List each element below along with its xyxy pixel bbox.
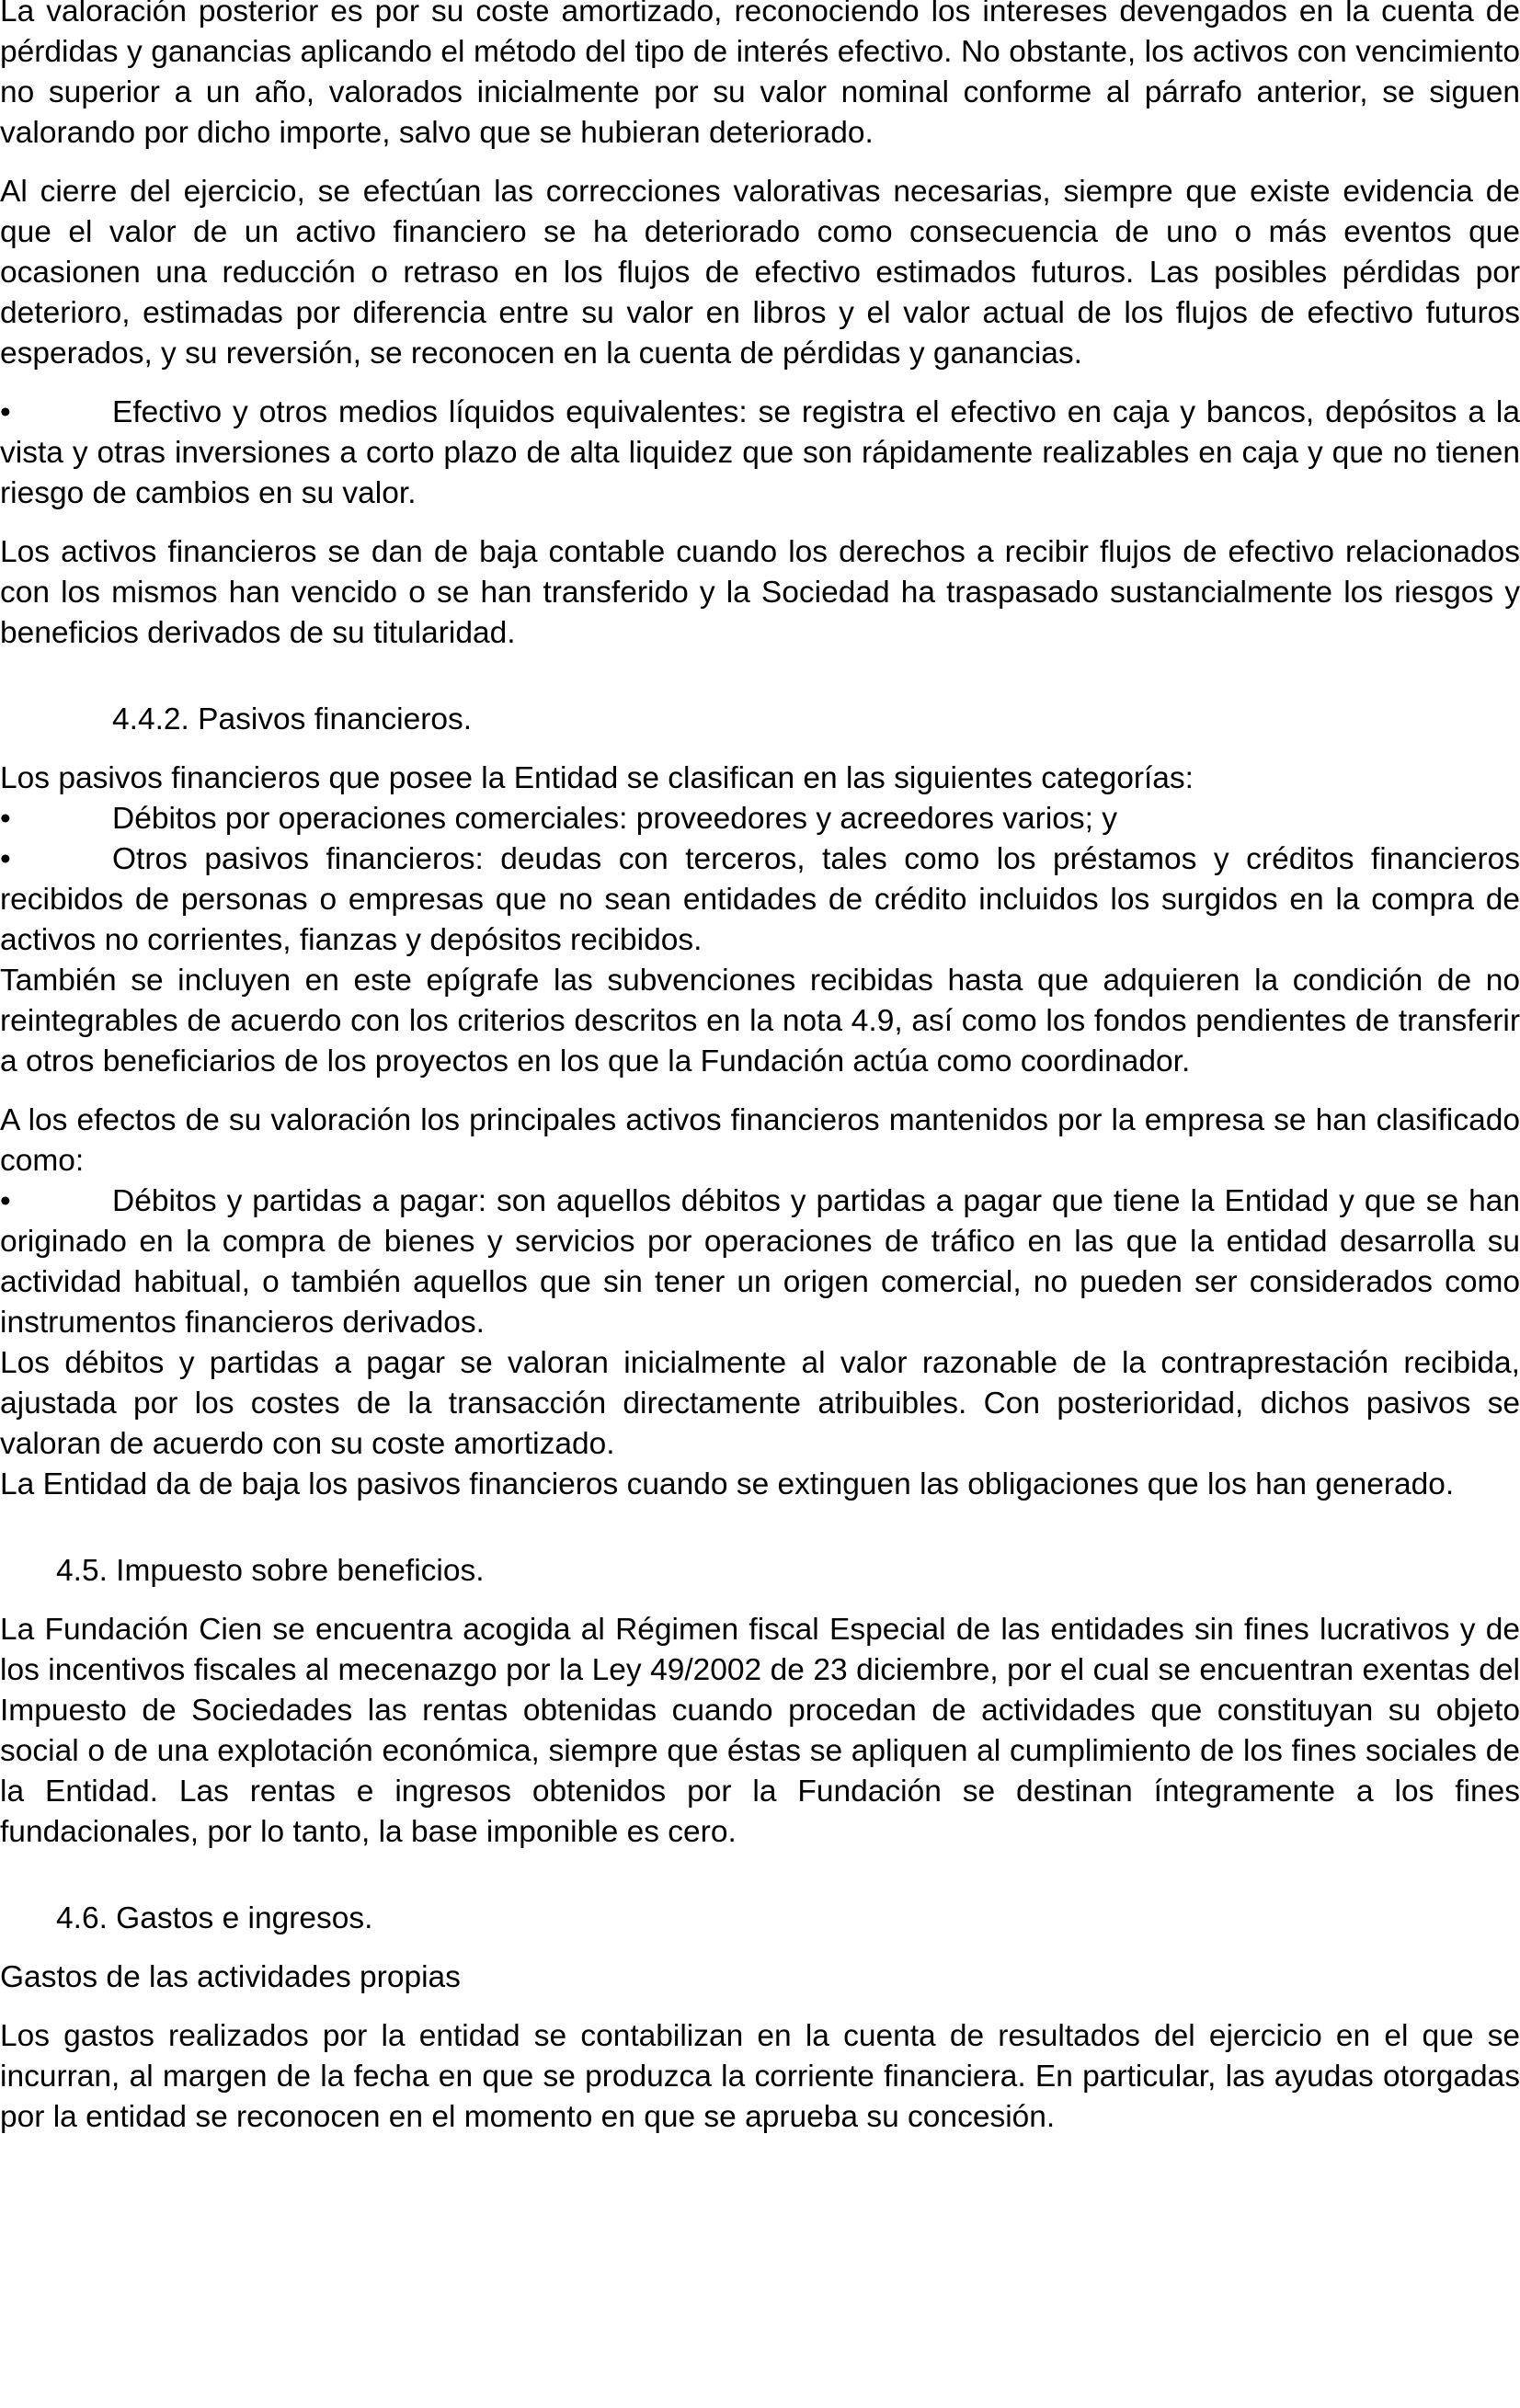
paragraph-regimen-fiscal: La Fundación Cien se encuentra acogida al Régimen fiscal Especial de las entidades sin fines lucrativos y de los incentivos fiscales al mecenazgo por la Ley 49/2002 de 23 diciembre, por el cual se encuentran exentas del Impuesto de Sociedades las rentas obtenidas cuando procedan de actividades que constituyan su objeto social o de una explotación económica, siempre que éstas se apliquen al cumplimiento de los fines sociales de la Entidad. Las rentas e ingresos obtenidos por la Fundación se destinan íntegramente a los fines fundacionales, por lo tanto, la base imponible es cero. (0, 1613, 1520, 1849)
bullet-efectivo (0, 393, 1520, 514)
bullet-debitos-comerciales (0, 799, 1520, 839)
paragraph-gastos-realizados: Los gastos realizados por la entidad se contabilizan en la cuenta de resultados del ejercicio en el que se incurran, al margen de la fecha en que se produzca la corriente financiera. En particular, las ayudas otorgadas por la entidad se reconocen en el momento en que se aprueba su concesión. (0, 2019, 1520, 2134)
paragraph-subvenciones: También se incluyen en este epígrafe las subvenciones recibidas hasta que adquieren la condición de no reintegrables de acuerdo con los criterios descritos en la nota 4.9, así como los fondos pendientes de transferir a otros beneficiarios de los proyectos en los que la Fundación actúa como coordinador. (0, 964, 1520, 1078)
bullet-icon: • (0, 1184, 11, 1218)
paragraph-valoracion-debitos: Los débitos y partidas a pagar se valoran inicialmente al valor razonable de la contraprestación recibida, ajustada por los costes de la transacción directamente atribuibles. Con posterioridad, dichos pasivos se valoran de acuerdo con su coste amortizado. (0, 1346, 1520, 1461)
bullet-icon: • (0, 395, 11, 429)
paragraph-pasivos-categorias: Los pasivos financieros que posee la Entidad se clasifican en las siguientes categorías: (0, 761, 1194, 795)
bullet-text: Débitos y partidas a pagar: son aquellos débitos y partidas a pagar que tiene la Entidad y que se han originado en la compra de bienes y servicios por operaciones de tráfico en las que la entidad desarrolla su actividad habitual, o también aquellos que sin tener un origen comercial, no pueden ser considerados como instrumentos financieros derivados. (0, 1184, 1520, 1340)
bullet-debitos-partidas (0, 1181, 1520, 1343)
bullet-text: Efectivo y otros medios líquidos equivalentes: se registra el efectivo en caja y bancos, depósitos a la vista y otras inversiones a corto plazo de alta liquidez que son rápidamente realizables en caja y que no tienen riesgo de cambios en su valor. (0, 395, 1520, 510)
section-heading-impuesto: 4.5. Impuesto sobre beneficios. (56, 1554, 485, 1588)
bullet-icon: • (0, 842, 11, 876)
bullet-text: Otros pasivos financieros: deudas con terceros, tales como los préstamos y créditos financieros recibidos de personas o empresas que no sean entidades de crédito incluidos los surgidos en la compra de activos no corrientes, fianzas y depósitos recibidos. (0, 842, 1520, 957)
paragraph-baja-pasivos: La Entidad da de baja los pasivos financieros cuando se extinguen las obligaciones que los han generado. (0, 1467, 1455, 1501)
section-heading-pasivos-financieros: 4.4.2. Pasivos financieros. (112, 702, 473, 736)
section-heading-gastos-ingresos: 4.6. Gastos e ingresos. (56, 1901, 373, 1935)
paragraph-cierre-ejercicio: Al cierre del ejercicio, se efectúan las correcciones valorativas necesarias, siempre que existe evidencia de que el valor de un activo financiero se ha deteriorado como consecuencia de uno o más eventos que ocasionen una reducción o retraso en los flujos de efectivo estimados futuros. Las posibles pérdidas por deterioro, estimadas por diferencia entre su valor en libros y el valor actual de los flujos de efectivo futuros esperados, y su reversión, se reconocen en la cuenta de pérdidas y ganancias. (0, 175, 1520, 371)
bullet-otros-pasivos (0, 839, 1520, 961)
bullet-icon: • (0, 802, 11, 836)
bullet-text: Débitos por operaciones comerciales: proveedores y acreedores varios; y (112, 802, 1118, 836)
paragraph-efectos-valoracion: A los efectos de su valoración los principales activos financieros mantenidos por la empresa se han clasificado como: (0, 1103, 1520, 1178)
paragraph-valoracion-posterior: La valoración posterior es por su coste amortizado, reconociendo los intereses devengados en la cuenta de pérdidas y ganancias aplicando el método del tipo de interés efectivo. No obstante, los activos con vencimiento no superior a un año, valorados inicialmente por su valor nominal conforme al párrafo anterior, se siguen valorando por dicho importe, salvo que se hubieran deteriorado. (0, 0, 1520, 150)
paragraph-baja-activos: Los activos financieros se dan de baja contable cuando los derechos a recibir flujos de efectivo relacionados con los mismos han vencido o se han transferido y la Sociedad ha traspasado sustancialmente los riesgos y beneficios derivados de su titularidad. (0, 535, 1520, 650)
subheading-gastos-actividades: Gastos de las actividades propias (0, 1960, 461, 1994)
